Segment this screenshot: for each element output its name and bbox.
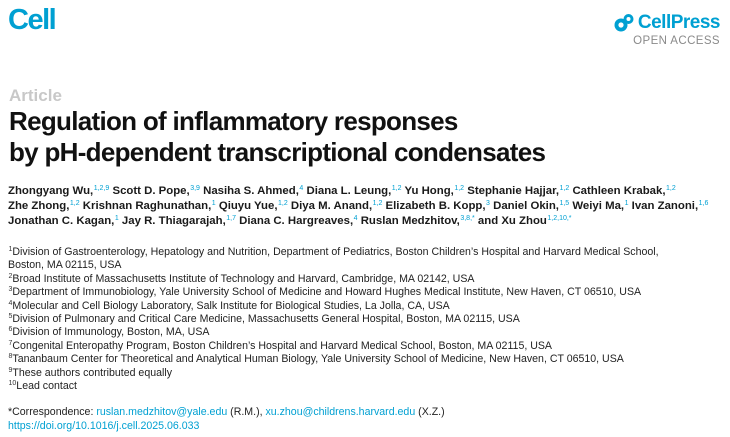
author-name-text: Zhongyang Wu,: [8, 185, 94, 197]
affiliation-number: 7: [8, 339, 13, 347]
author-name[interactable]: [122, 215, 236, 227]
affiliation-item: [8, 273, 726, 286]
publisher-block[interactable]: [613, 12, 720, 47]
affiliation-text: Division of Immunology, Boston, MA, USA: [12, 326, 210, 339]
author-name[interactable]: [306, 185, 401, 197]
author-affiliation-marker[interactable]: 1: [624, 200, 629, 207]
affiliation-number: 9: [8, 366, 13, 374]
author-name-text: Ivan Zanoni,: [631, 200, 699, 212]
affiliation-number: 4: [8, 299, 13, 307]
author-affiliation-marker[interactable]: 1: [211, 200, 216, 207]
author-name[interactable]: [219, 200, 288, 212]
affiliation-number: 5: [8, 313, 13, 321]
affiliation-text: Lead contact: [16, 380, 77, 393]
author-affiliation-marker[interactable]: 1,2: [69, 200, 80, 207]
affiliation-text: These authors contributed equally: [12, 366, 173, 379]
affiliation-item: [8, 300, 726, 313]
affiliation-text: Molecular and Cell Biology Laboratory, Salk Institute for Biological Studies, La Jolla, CA, USA: [12, 299, 450, 312]
publisher-name: CellPress: [637, 12, 720, 33]
doi-link[interactable]: https://doi.org/10.1016/j.cell.2025.06.033: [8, 420, 200, 432]
author-name[interactable]: [291, 200, 382, 212]
affiliation-item: [8, 367, 726, 380]
author-affiliation-marker[interactable]: 3: [486, 200, 490, 207]
author-name-text: Scott D. Pope,: [112, 185, 190, 197]
title-line-1: Regulation of inflammatory responses: [9, 106, 458, 136]
author-name[interactable]: [8, 200, 80, 212]
author-affiliation-marker[interactable]: 1,2: [391, 185, 402, 192]
correspondence: [8, 406, 445, 418]
author-affiliation-marker[interactable]: 1,2,9: [93, 185, 110, 192]
affiliation-item: [8, 286, 726, 299]
correspondence-initials-1: (R.M.),: [227, 406, 266, 418]
affiliation-number: 2: [8, 272, 13, 280]
author-affiliation-marker[interactable]: 1,2: [559, 185, 570, 192]
affiliation-item: [8, 259, 726, 272]
affiliation-item: [8, 353, 726, 366]
author-list: [8, 184, 723, 229]
affiliation-number: 6: [8, 326, 13, 334]
author-name-text: Ruslan Medzhitov,: [360, 215, 460, 227]
affiliation-number: 1: [8, 246, 13, 253]
author-affiliation-marker[interactable]: 1,5: [559, 200, 570, 207]
cellpress-logo-icon: [613, 12, 635, 34]
correspondence-initials-2: (X.Z.): [415, 406, 445, 418]
affiliation-text: Boston, MA 02115, USA: [8, 259, 122, 272]
author-name[interactable]: [8, 185, 109, 197]
author-name-text: Elizabeth B. Kopp,: [385, 200, 486, 212]
affiliation-number: 10: [8, 380, 17, 388]
doi-line: [8, 420, 199, 432]
author-name[interactable]: [632, 200, 709, 212]
author-name[interactable]: [361, 215, 475, 227]
author-name[interactable]: [203, 185, 303, 197]
affiliation-item: [8, 380, 726, 393]
email-link-zhou[interactable]: xu.zhou@childrens.harvard.edu: [265, 406, 416, 418]
author-affiliation-marker[interactable]: 1,2,10,*: [547, 215, 572, 222]
correspondence-label: *Correspondence:: [8, 406, 97, 418]
affiliation-text: Division of Pulmonary and Critical Care Medicine, Massachusetts General Hospital, Boston, MA 02115, USA: [12, 313, 520, 326]
affiliation-item: [8, 340, 726, 353]
article-title: [9, 106, 545, 168]
author-name-text: Daniel Okin,: [493, 200, 559, 212]
author-name-text: Yu Hong,: [404, 185, 454, 197]
author-affiliation-marker[interactable]: 3,9: [190, 185, 200, 192]
affiliation-number: 8: [8, 353, 13, 361]
author-name-text: Jonathan C. Kagan,: [8, 215, 115, 227]
affiliation-text: Division of Gastroenterology, Hepatology and Nutrition, Department of Pediatrics, Boston Children’s Hospital and Harvard Medical School,: [12, 246, 659, 258]
author-name-text: Weiyi Ma,: [572, 200, 625, 212]
author-name[interactable]: [467, 185, 569, 197]
author-name[interactable]: [572, 185, 675, 197]
author-name-text: Qiuyu Yue,: [218, 200, 278, 212]
author-name-text: Jay R. Thiagarajah,: [121, 215, 226, 227]
author-affiliation-marker[interactable]: 1,7: [226, 215, 236, 222]
author-affiliation-marker[interactable]: 1: [114, 215, 119, 222]
author-affiliation-marker[interactable]: 1,2: [454, 185, 465, 192]
author-affiliation-marker[interactable]: 1,6: [698, 200, 709, 207]
email-link-medzhitov[interactable]: ruslan.medzhitov@yale.edu: [96, 406, 228, 418]
author-name[interactable]: [8, 215, 119, 227]
author-affiliation-marker[interactable]: 3,8,*: [460, 215, 475, 222]
author-affiliation-marker[interactable]: 1,2: [278, 200, 288, 207]
affiliation-text: Department of Immunobiology, Yale University School of Medicine and Howard Hughes Medical Institute, New Haven, CT 06510, USA: [12, 286, 642, 299]
author-affiliation-marker[interactable]: 4: [299, 185, 304, 192]
affiliation-list: [8, 246, 726, 393]
author-name[interactable]: [478, 215, 572, 227]
author-affiliation-marker[interactable]: 4: [353, 215, 358, 222]
affiliation-text: Broad Institute of Massachusetts Institute of Technology and Harvard, Cambridge, MA 02142, USA: [12, 272, 475, 285]
author-name-text: and Xu Zhou: [477, 215, 547, 227]
author-name[interactable]: [572, 200, 628, 212]
article-type-label: Article: [9, 86, 62, 105]
journal-logo[interactable]: Cell: [8, 4, 56, 36]
open-access-label: OPEN ACCESS: [633, 35, 720, 47]
author-name[interactable]: [239, 215, 357, 227]
affiliation-text: Tananbaum Center for Theoretical and Analytical Human Biology, Yale University School of Medicine, New Haven, CT 06510, USA: [12, 353, 624, 366]
author-affiliation-marker[interactable]: 1,2: [372, 200, 383, 207]
affiliation-number: 3: [8, 286, 13, 294]
author-affiliation-marker[interactable]: 1,2: [666, 185, 676, 192]
author-name[interactable]: [404, 185, 464, 197]
author-name-text: Stephanie Hajjar,: [467, 185, 560, 197]
author-name-text: Cathleen Krabak,: [572, 185, 666, 197]
affiliation-item: [8, 313, 726, 326]
author-name[interactable]: [386, 200, 490, 212]
affiliation-item: [8, 246, 726, 259]
affiliation-item: [8, 326, 726, 339]
author-name[interactable]: [83, 200, 216, 212]
title-line-2: by pH-dependent transcriptional condensates: [9, 137, 546, 167]
author-name[interactable]: [112, 185, 199, 197]
author-name-text: Nasiha S. Ahmed,: [203, 185, 299, 197]
author-name-text: Zhe Zhong,: [8, 200, 70, 212]
author-name-text: Diya M. Anand,: [290, 200, 373, 212]
author-name-text: Krishnan Raghunathan,: [82, 200, 212, 212]
author-name-text: Diana C. Hargreaves,: [239, 215, 354, 227]
author-name-text: Diana L. Leung,: [306, 185, 392, 197]
author-name[interactable]: [493, 200, 569, 212]
affiliation-text: Congenital Enteropathy Program, Boston Children’s Hospital and Harvard Medical School, Boston, MA 02115, USA: [12, 339, 552, 352]
